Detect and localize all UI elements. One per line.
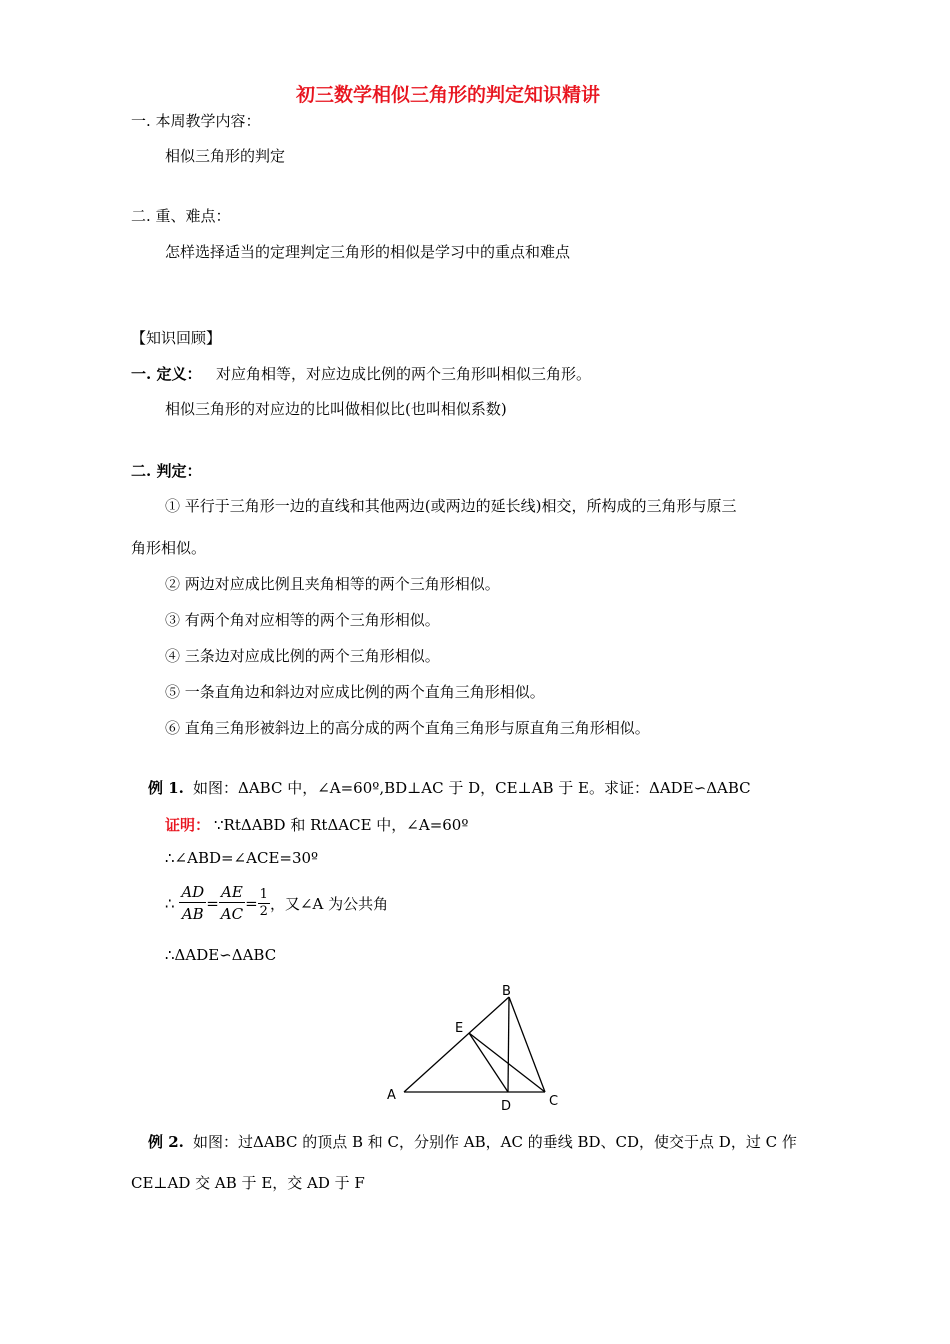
proof-line-4: ∴ΔADE∽ΔABC [165, 946, 277, 964]
label-b: B [502, 984, 511, 999]
triangle-figure [380, 980, 570, 1115]
example-1-text: 如图：ΔABC 中，∠A=60º,BD⊥AC 于 D，CE⊥AB 于 E。求证：ΔADE∽ΔABC [193, 779, 751, 797]
rule-6: ⑥ 直角三角形被斜边上的高分成的两个直角三角形与原直角三角形相似。 [165, 719, 650, 737]
rule-5: ⑤ 一条直角边和斜边对应成比例的两个直角三角形相似。 [165, 683, 545, 701]
fraction-3-numerator: 1 [259, 887, 268, 902]
segment-bd [508, 997, 509, 1092]
proof-label: 证明： [165, 816, 211, 834]
rule-1-continued: 角形相似。 [131, 539, 207, 557]
segment-de [469, 1033, 508, 1092]
proof-line-3 [165, 882, 388, 925]
section-2-heading: 二. 重、难点： [131, 207, 231, 225]
therefore-symbol: ∴ [165, 894, 175, 913]
fraction-3-denominator: 2 [259, 904, 268, 919]
review-heading: 【知识回顾】 [131, 329, 222, 347]
page-title: 初三数学相似三角形的判定知识精讲 [296, 84, 601, 106]
fraction-1-numerator: AD [181, 883, 205, 901]
proof-line-2: ∴∠ABD=∠ACE=30º [165, 849, 319, 867]
fraction-2-denominator: AC [220, 905, 244, 923]
example-2-text-line-2: CE⊥AD 交 AB 于 E，交 AD 于 F [131, 1174, 365, 1192]
label-c: C [549, 1094, 559, 1109]
section-1-body: 相似三角形的判定 [165, 147, 286, 165]
rule-3: ③ 有两个角对应相等的两个三角形相似。 [165, 611, 440, 629]
fraction-2-numerator: AE [219, 882, 245, 903]
fraction-1-denominator: AB [181, 905, 204, 923]
section-1-heading: 一. 本周教学内容： [131, 112, 261, 130]
rule-1: ① 平行于三角形一边的直线和其他两边(或两边的延长线)相交，所构成的三角形与原三 [165, 497, 737, 515]
proof-line-1: ∵RtΔABD 和 RtΔACE 中，∠A=60º [214, 816, 469, 834]
label-d: D [501, 1099, 512, 1114]
rule-4: ④ 三条边对应成比例的两个三角形相似。 [165, 647, 440, 665]
label-e: E [455, 1021, 464, 1036]
rule-2: ② 两边对应成比例且夹角相等的两个三角形相似。 [165, 575, 500, 593]
fraction-ad-ab [179, 882, 206, 925]
definition-label: 一. 定义： [131, 365, 202, 383]
example-2-text-line-1: 如图：过ΔABC 的顶点 B 和 C，分别作 AB，AC 的垂线 BD、CD，使交于点 D，过 C 作 [193, 1133, 797, 1151]
equals-sign-1: = [206, 894, 219, 913]
segment-ab [404, 997, 509, 1092]
fraction-ae-ac [219, 882, 245, 925]
proof-line-3-tail: ，又∠A 为公共角 [269, 895, 389, 913]
example-2-label: 例 2. [148, 1133, 184, 1151]
fraction-one-half [258, 887, 270, 920]
equals-sign-2: = [245, 894, 258, 913]
example-1-label: 例 1. [148, 779, 184, 797]
section-2-body: 怎样选择适当的定理判定三角形的相似是学习中的重点和难点 [165, 243, 571, 261]
definition-note: 相似三角形的对应边的比叫做相似比(也叫相似系数) [165, 400, 507, 418]
label-a: A [387, 1088, 396, 1103]
definition-text: 对应角相等，对应边成比例的两个三角形叫相似三角形。 [216, 365, 592, 383]
judgement-label: 二. 判定： [131, 462, 202, 480]
